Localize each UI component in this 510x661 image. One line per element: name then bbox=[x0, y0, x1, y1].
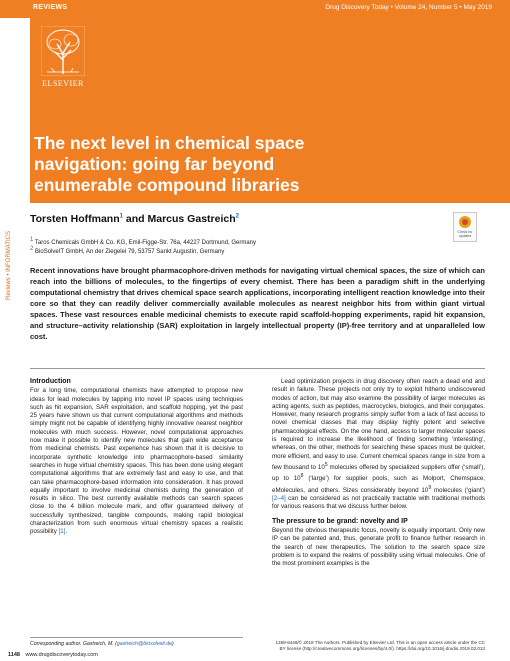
author-list bbox=[30, 213, 239, 225]
journal-header-bar bbox=[0, 0, 510, 18]
section-heading: The pressure to be grand: novelty and IP bbox=[272, 517, 408, 525]
body-column-left bbox=[30, 378, 243, 537]
reference-link[interactable]: [2–4] bbox=[272, 495, 286, 503]
publisher-name: ELSEVIER bbox=[42, 79, 84, 88]
title-line: enumerable compound libraries bbox=[34, 175, 300, 195]
author-email-link[interactable]: gastreich@biosolveit.de bbox=[116, 641, 173, 647]
license-statement: 1359-6446/© 2019 The Authors. Published by Elsevier Ltd. This is an open access article under the CC BY license (http://creativecommons.org/licenses/by/4.0/). https://doi.org/10.1016/j.drudis.2019.02.013 bbox=[275, 640, 485, 651]
abstract: Recent innovations have brought pharmacophore-driven methods for navigating virtual chemical spaces, the size of which can reach into the billions of molecules, to the fingertips of every chemist. There has been a paradigm shift in the underlying computational chemistry that drives chemical space search applications, incorporating intelligent reaction knowledge into their core so that they can readily deliver commercially available molecules as nearest neighbor hits from within giant virtual spaces. These vast resources enable medicinal chemists to execute rapid scaffold-hopping experiments, rapid hit expansion, and structure–activity relationship (SAR) exploitation in largely intellectual property (IP)-free territory and at unparalleled low cost. bbox=[30, 266, 485, 341]
article-title bbox=[34, 133, 474, 196]
badge-label: Check for updates bbox=[457, 230, 473, 238]
section-side-label: Reviews • INFORMATICS bbox=[6, 231, 12, 300]
reference-link[interactable]: [1] bbox=[58, 528, 66, 536]
journal-website-link[interactable]: www.drugdiscoverytoday.com bbox=[25, 652, 98, 658]
page-footer bbox=[8, 652, 98, 658]
author-name[interactable]: Marcus Gastreich bbox=[147, 213, 236, 225]
footnote-divider bbox=[30, 637, 243, 638]
paragraph: Lead optimization projects in drug discovery often reach a dead end and result in failure. These projects not only try to exploit hitherto undiscovered modes of action, but may also examine the possibility of larger molecules as acting agents, such as peptides, macrocycles, biologics, and their conjugates. However, many research programs simply suffer from a lack of fast access to novel chemical classes that may display highly potent and selective pharmacological effects. On the one hand, access to larger molecular spaces is required to increase the likelihood of finding something ‘interesting’, whereas, on the other, methods for searching these spaces must be quicker, more efficient, and easy to use. Current chemical spaces range in size from a few thousand to $10^5$ molecules offered by specialized suppliers offer (‘small’), up to $10^8$ (‘large’) for supplier pools, such as Molport, Chemspace, eMolecules, and others. Sizes considerably beyond $10^9$ molecules (‘giant’) [2–4] can be considered as not practically tractable with traditional methods for various reasons that we discuss further below. bbox=[272, 378, 485, 511]
body-column-right bbox=[272, 378, 485, 568]
divider bbox=[30, 368, 485, 369]
author-conjunction: and bbox=[122, 213, 148, 225]
affiliation: $^1$ Taros Chemicals GmbH & Co. KG, Emil-Figge-Str. 76a, 44227 Dortmund, Germany bbox=[30, 237, 256, 246]
elsevier-tree-icon bbox=[41, 26, 85, 76]
paragraph: Beyond the obvious therapeutic focus, novelty is equally important. Only new IP can be patented and, thus, generate profit to finance further research in the search of new therapeutics. The solution to the search space size problem is to expand the realms of possibility using virtual molecules. One of the most prominent examples is the bbox=[272, 526, 485, 568]
section-label: REVIEWS bbox=[33, 4, 68, 11]
check-for-updates-badge[interactable] bbox=[453, 212, 477, 242]
affiliation: $^2$ BioSolveIT GmbH, An der Ziegelei 79, 53757 Sankt Augustin, Germany bbox=[30, 246, 225, 255]
section-heading: Introduction bbox=[30, 378, 71, 385]
journal-citation: Drug Discovery Today • Volume 24, Number 5 • May 2019 bbox=[325, 4, 492, 11]
affiliation-marker[interactable]: 1 bbox=[119, 213, 123, 220]
affiliation-marker[interactable]: 2 bbox=[235, 213, 239, 220]
title-line: navigation: going far beyond bbox=[34, 154, 275, 174]
corresponding-author: Corresponding author. Gastreich, M. (gastreich@biosolveit.de) bbox=[30, 641, 174, 647]
elsevier-logo[interactable] bbox=[32, 22, 94, 92]
paragraph: For a long time, computational chemists have attempted to propose new ideas for lead molecules by tapping into novel IP spaces using techniques such as hit expansion, SAR exploitation, and scaffold hopping, yet the past 25 years have shown us that current computational algorithms and methods simply might not be capable of identifying highly innovative nearest neighbor molecules with much success. However, novel computational approaches now make it possible to identify new molecules that gain wide acceptance from medicinal chemists. Past experience has shown that it is decisive to incorporate synthetic knowledge into pharmacophore-based similarity searches in huge virtual chemistry spaces. This has been done using elegant computational algorithms that are extremely fast and easy to use, and that can take pharmacophore-based information into consideration. It has proved equally important to involve medicinal chemists during the generation of results in silico. The best currently available methods can search spaces close to the 4 billion molecule mark, and offer guaranteed delivery of successfully synthesized, tangible compounds, making rapid biological characterization from such enormous virtual chemistry spaces a realistic possibility [1]. bbox=[30, 387, 243, 536]
title-line: The next level in chemical space bbox=[34, 133, 305, 153]
title-banner bbox=[30, 18, 510, 203]
author-name[interactable]: Torsten Hoffmann bbox=[30, 213, 120, 225]
crossmark-icon bbox=[459, 216, 471, 228]
page-number: 1148 bbox=[8, 652, 20, 658]
